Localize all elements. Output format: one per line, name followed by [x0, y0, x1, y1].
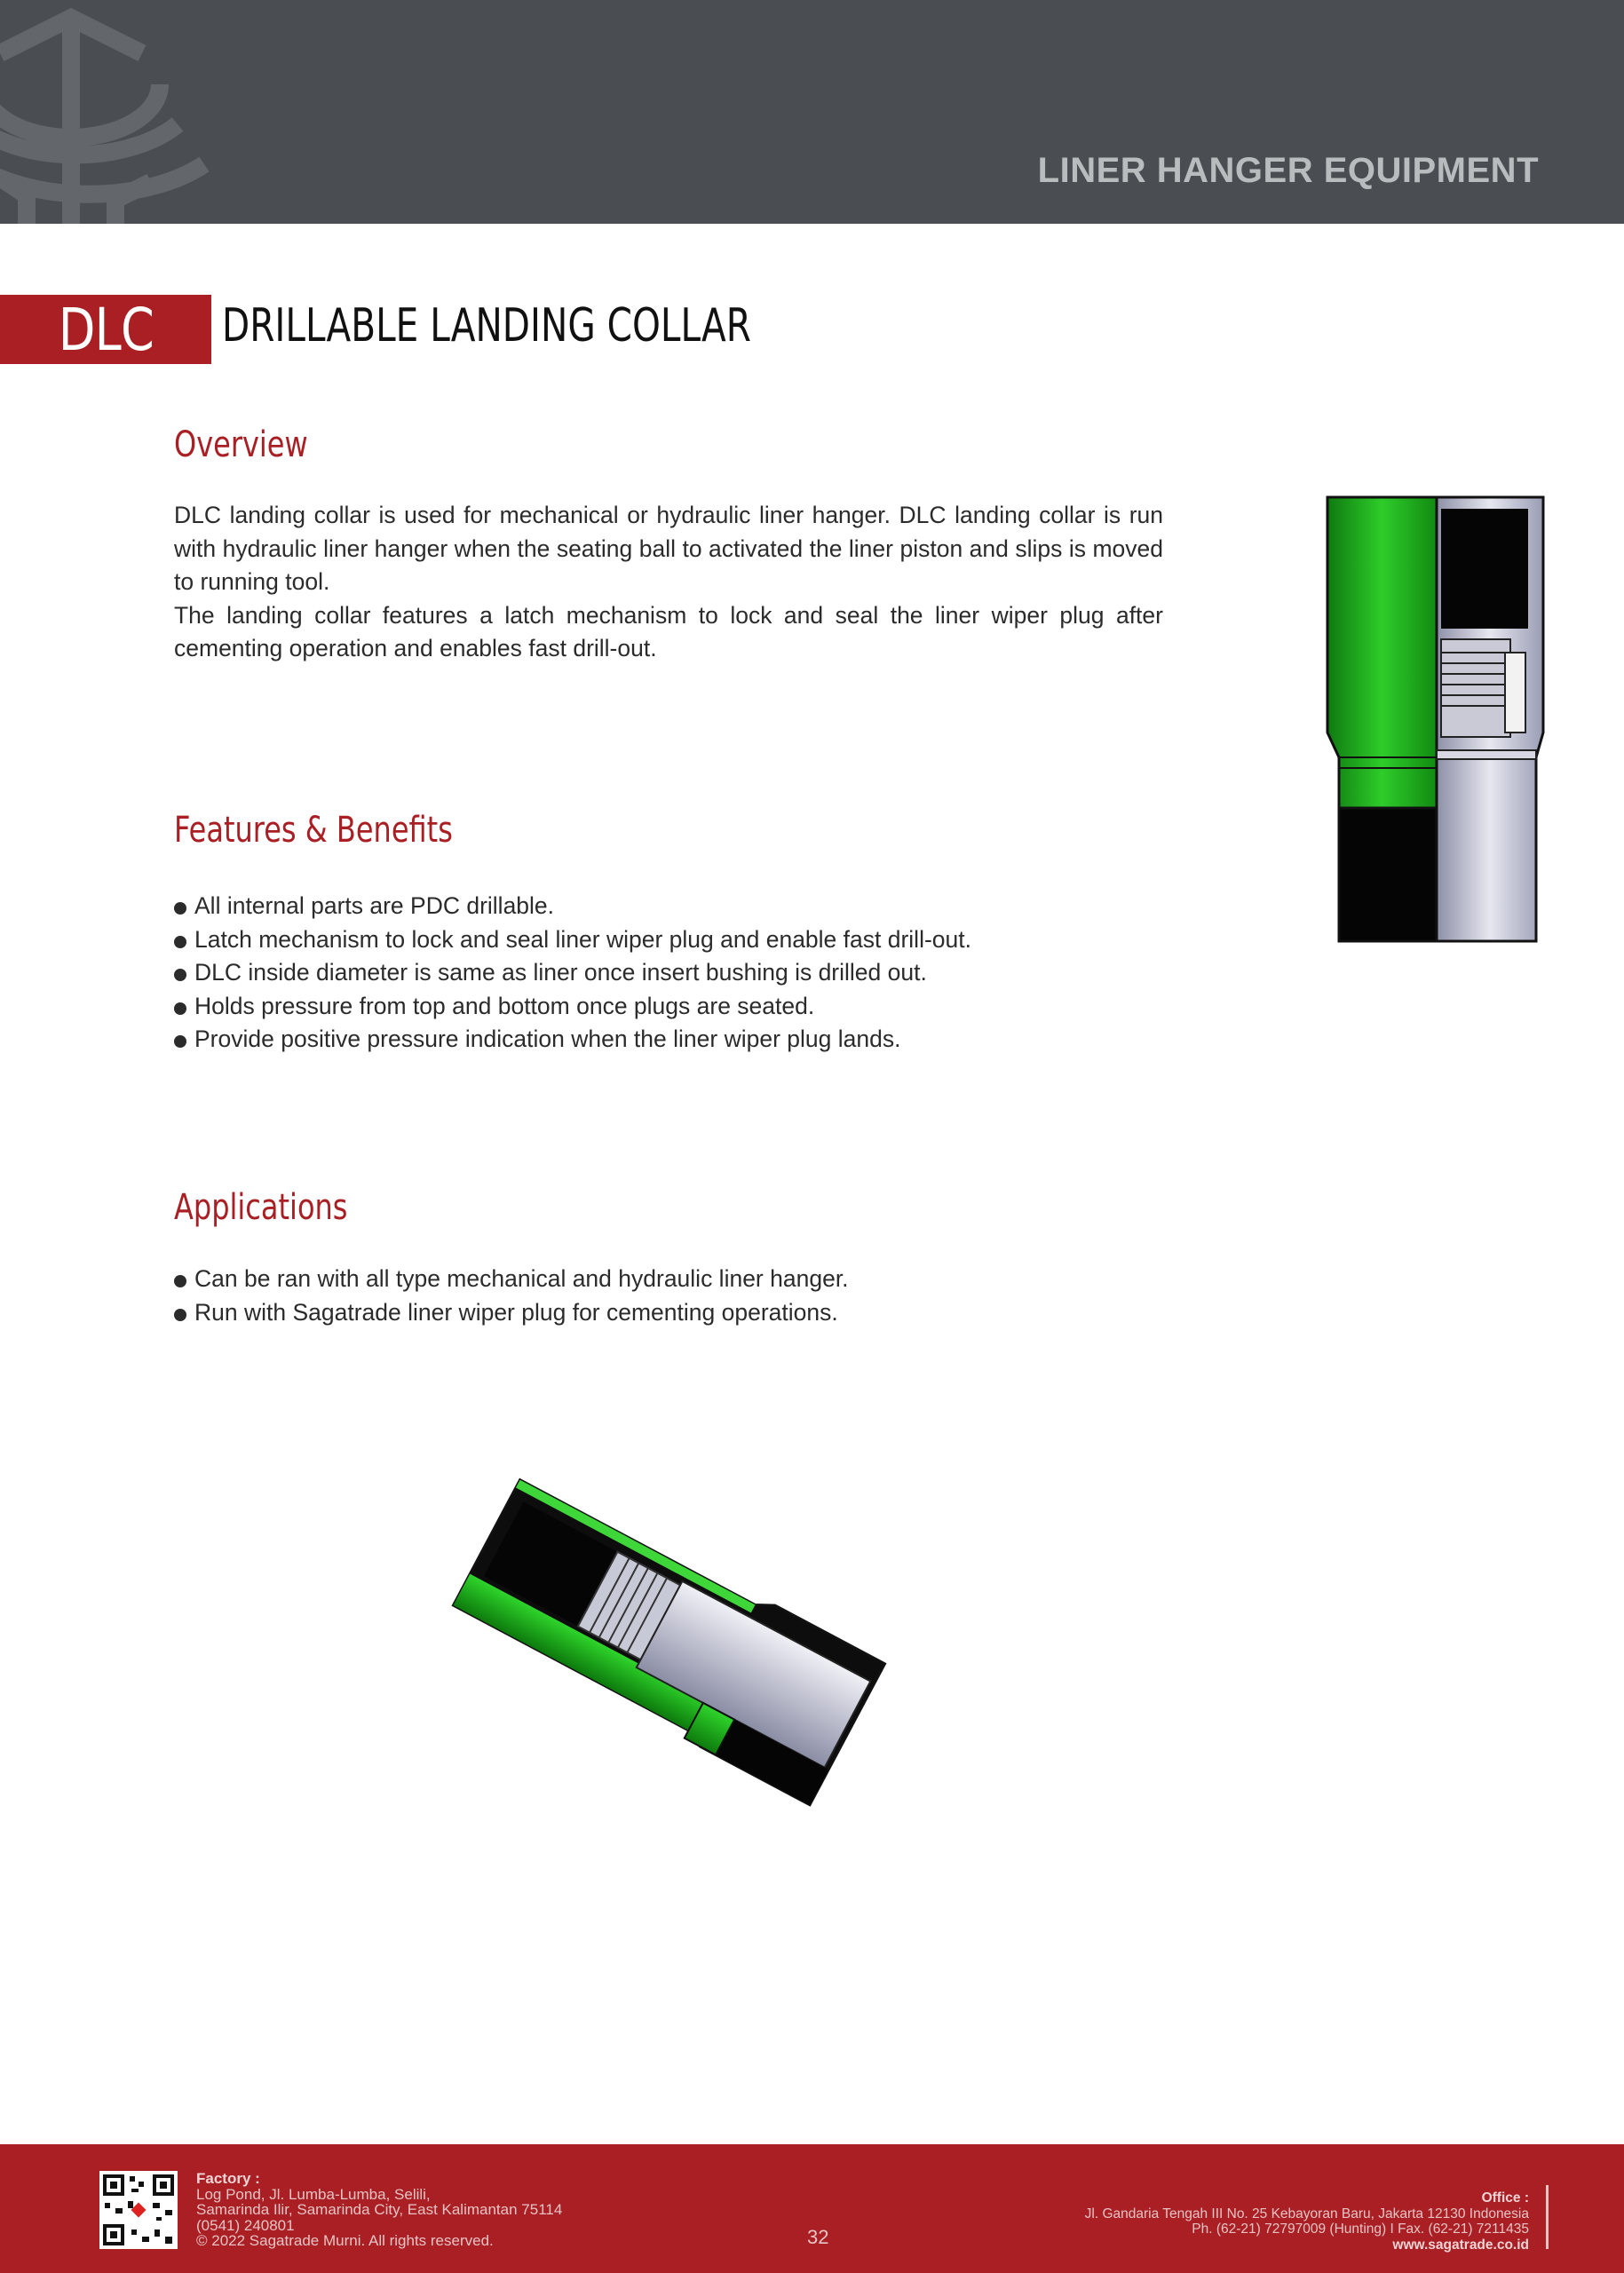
list-item: Holds pressure from top and bottom once plugs are seated.: [174, 990, 971, 1024]
divider: [1546, 2185, 1549, 2249]
overview-text: [174, 499, 1163, 666]
features-heading: Features & Benefits: [174, 810, 453, 851]
product-code: DLC: [58, 295, 154, 364]
landing-collar-3d-icon: [426, 1456, 923, 1829]
applications-heading: Applications: [174, 1187, 348, 1228]
factory-phone: (0541) 240801: [196, 2216, 295, 2234]
office-address: [1085, 2190, 1529, 2253]
section-title: LINER HANGER EQUIPMENT: [1037, 151, 1539, 190]
list-item: Latch mechanism to lock and seal liner wiper plug and enable fast drill-out.: [174, 923, 971, 957]
overview-paragraph-2: The landing collar features a latch mechanism to lock and seal the liner wiper plug after cementing operation and enables fast drill-out.: [174, 601, 1163, 661]
office-phone: Ph. (62-21) 72797009 (Hunting) I Fax. (62-21) 7211435: [1192, 2222, 1529, 2237]
factory-line-2: Samarinda Ilir, Samarinda City, East Kalimantan 75114: [196, 2201, 563, 2218]
tree-logo-icon: [0, 0, 240, 224]
page-header: [0, 0, 1624, 224]
product-code-badge: [0, 295, 211, 364]
features-list: [174, 890, 971, 1057]
list-item: Run with Sagatrade liner wiper plug for cementing operations.: [174, 1296, 849, 1330]
copyright: © 2022 Sagatrade Murni. All rights reserved.: [196, 2232, 494, 2249]
website-link[interactable]: www.sagatrade.co.id: [1392, 2237, 1529, 2253]
applications-list: [174, 1263, 849, 1329]
qr-code-icon[interactable]: [99, 2171, 178, 2249]
factory-line-1: Log Pond, Jl. Lumba-Lumba, Selili,: [196, 2185, 431, 2203]
landing-collar-section-icon: [1323, 493, 1549, 946]
product-title: DRILLABLE LANDING COLLAR: [222, 299, 751, 352]
factory-label: Factory :: [196, 2170, 260, 2187]
office-address-line: Jl. Gandaria Tengah III No. 25 Kebayoran Baru, Jakarta 12130 Indonesia: [1084, 2206, 1529, 2222]
list-item: Provide positive pressure indication when the liner wiper plug lands.: [174, 1023, 971, 1057]
factory-address: [196, 2171, 562, 2249]
page-number: 32: [807, 2226, 829, 2248]
list-item: DLC inside diameter is same as liner once insert bushing is drilled out.: [174, 956, 971, 990]
list-item: Can be ran with all type mechanical and hydraulic liner hanger.: [174, 1263, 849, 1296]
office-label: Office :: [1481, 2190, 1529, 2206]
page-footer: [0, 2144, 1624, 2273]
overview-paragraph-1: DLC landing collar is used for mechanical or hydraulic liner hanger. DLC landing collar is run with hydraulic liner hanger when the seating ball to activated the liner piston and slips is moved to running tool.: [174, 502, 1163, 595]
list-item: All internal parts are PDC drillable.: [174, 890, 971, 923]
overview-heading: Overview: [174, 424, 308, 465]
